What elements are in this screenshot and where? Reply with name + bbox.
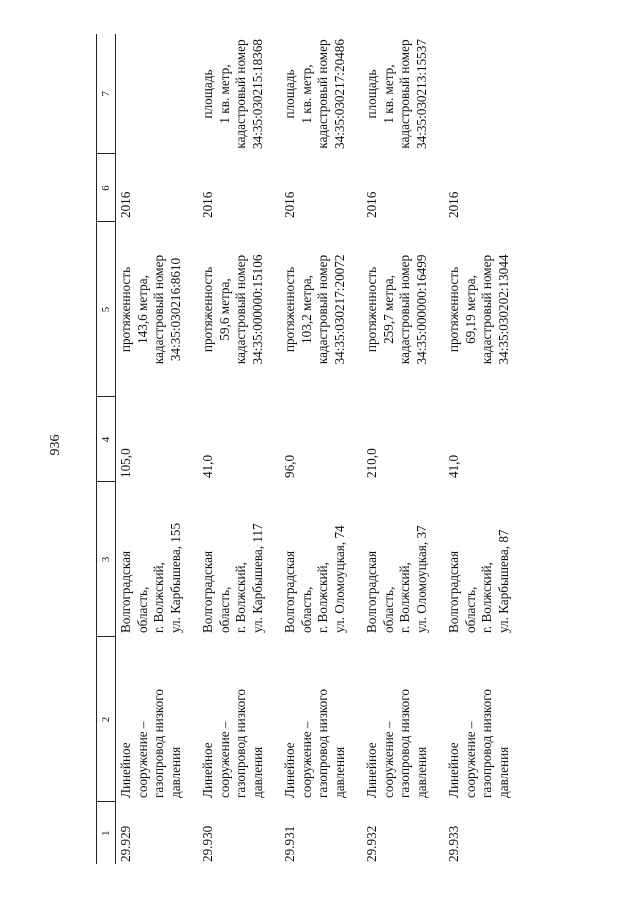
object-extra-line: 34:35:030215:18368 bbox=[249, 39, 265, 149]
row-id: 29.933 bbox=[446, 825, 461, 862]
object-name-line: газопровод низкого bbox=[397, 689, 413, 798]
object-name-line: газопровод низкого bbox=[315, 689, 331, 798]
object-address-line: ул. Карбышева, 155 bbox=[167, 522, 183, 633]
object-name-line: сооружение – bbox=[134, 721, 150, 798]
object-extra-line: кадастровый номер bbox=[233, 39, 249, 149]
object-address-line: ул. Карбышева, 87 bbox=[495, 529, 511, 633]
object-address-line: Волгоградская bbox=[282, 550, 297, 633]
object-address-line: ул. Карбышева, 117 bbox=[249, 523, 265, 633]
object-name-line: Линейное bbox=[446, 742, 461, 798]
object-extra-line: кадастровый номер bbox=[397, 39, 413, 149]
table-body bbox=[116, 34, 527, 864]
object-characteristics-line: кадастровый номер bbox=[151, 254, 167, 365]
object-value: 96,0 bbox=[282, 454, 297, 478]
object-characteristics-line: 34:35:000000:15106 bbox=[249, 254, 265, 365]
object-address bbox=[280, 482, 362, 637]
object-name-line: сооружение – bbox=[216, 721, 232, 798]
table-row bbox=[198, 34, 280, 864]
rotated-table-container bbox=[96, 34, 541, 864]
object-address-line: г. Волжский, bbox=[233, 562, 249, 633]
object-name-line: давления bbox=[495, 746, 511, 798]
table-row bbox=[116, 34, 199, 864]
object-address-line: ул. Оломоуцкая, 74 bbox=[331, 525, 347, 633]
object-year: 2016 bbox=[446, 191, 461, 218]
object-address-line: г. Волжский, bbox=[397, 562, 413, 633]
object-name-line: давления bbox=[249, 746, 265, 798]
table-row bbox=[444, 34, 526, 864]
object-extra-line: площадь bbox=[282, 69, 297, 119]
object-characteristics-line: 59,6 метра, bbox=[216, 278, 232, 341]
object-characteristics-line: протяженность bbox=[118, 266, 133, 353]
object-extra-line: 34:35:030213:15537 bbox=[413, 39, 429, 149]
object-value: 41,0 bbox=[200, 454, 215, 478]
object-extra bbox=[280, 34, 362, 154]
object-characteristics-line: кадастровый номер bbox=[315, 254, 331, 365]
object-extra-line: площадь bbox=[364, 69, 379, 119]
object-characteristics bbox=[198, 222, 280, 397]
object-name-line: Линейное bbox=[200, 742, 215, 798]
object-address-line: Волгоградская bbox=[200, 550, 215, 633]
object-extra-line: кадастровый номер bbox=[315, 39, 331, 149]
object-name-line: давления bbox=[331, 746, 347, 798]
object-address bbox=[116, 482, 199, 637]
object-characteristics-line: 34:35:000000:16499 bbox=[413, 254, 429, 365]
object-characteristics-line: 34:35:030202:13044 bbox=[495, 254, 511, 365]
page-number: 936 bbox=[48, 434, 63, 456]
object-characteristics-line: кадастровый номер bbox=[233, 254, 249, 365]
table-row bbox=[280, 34, 362, 864]
object-value: 41,0 bbox=[446, 454, 461, 478]
object-characteristics bbox=[444, 222, 526, 397]
object-name bbox=[198, 637, 280, 802]
object-characteristics-line: 143,6 метра, bbox=[134, 275, 150, 344]
object-name-line: давления bbox=[413, 746, 429, 798]
object-address-line: область, bbox=[298, 586, 314, 633]
object-year: 2016 bbox=[200, 191, 215, 218]
object-name-line: газопровод низкого bbox=[233, 689, 249, 798]
object-extra-line: площадь bbox=[200, 69, 215, 119]
object-name-line: сооружение – bbox=[380, 721, 396, 798]
object-extra bbox=[362, 34, 444, 154]
object-name-line: газопровод низкого bbox=[479, 689, 495, 798]
object-characteristics-line: кадастровый номер bbox=[397, 254, 413, 365]
object-address bbox=[444, 482, 526, 637]
object-extra bbox=[444, 34, 526, 154]
table-row bbox=[362, 34, 444, 864]
object-characteristics-line: протяженность bbox=[364, 266, 379, 353]
object-value: 210,0 bbox=[364, 448, 379, 478]
object-name bbox=[362, 637, 444, 802]
object-address-line: ул. Оломоуцкая, 37 bbox=[413, 525, 429, 633]
object-characteristics-line: 34:35:030216:8610 bbox=[167, 257, 183, 362]
object-address-line: область, bbox=[134, 586, 150, 633]
object-extra bbox=[198, 34, 280, 154]
column-header: 4 bbox=[97, 397, 116, 482]
object-extra-line: 1 кв. метр, bbox=[298, 64, 314, 124]
object-characteristics-line: протяженность bbox=[200, 266, 215, 353]
object-characteristics-line: протяженность bbox=[446, 266, 461, 353]
object-address bbox=[362, 482, 444, 637]
object-value: 105,0 bbox=[118, 448, 133, 478]
column-header: 7 bbox=[97, 34, 116, 154]
column-header: 3 bbox=[97, 482, 116, 637]
object-name-line: сооружение – bbox=[462, 721, 478, 798]
object-characteristics-line: 69,19 метра, bbox=[462, 275, 478, 344]
object-characteristics-line: протяженность bbox=[282, 266, 297, 353]
object-name bbox=[444, 637, 526, 802]
object-name-line: давления bbox=[167, 746, 183, 798]
object-year: 2016 bbox=[118, 191, 133, 218]
object-name-line: Линейное bbox=[364, 742, 379, 798]
object-address-line: область, bbox=[380, 586, 396, 633]
object-name-line: газопровод низкого bbox=[151, 689, 167, 798]
property-table bbox=[96, 34, 526, 864]
table-header bbox=[97, 34, 116, 864]
object-address-line: Волгоградская bbox=[118, 550, 133, 633]
object-address-line: г. Волжский, bbox=[151, 562, 167, 633]
object-address-line: область, bbox=[462, 586, 478, 633]
object-characteristics-line: 259,7 метра, bbox=[380, 275, 396, 344]
column-header: 1 bbox=[97, 802, 116, 864]
object-name bbox=[280, 637, 362, 802]
object-extra-line: 1 кв. метр, bbox=[216, 64, 232, 124]
column-header: 6 bbox=[97, 154, 116, 222]
object-name-line: Линейное bbox=[282, 742, 297, 798]
object-characteristics bbox=[280, 222, 362, 397]
object-name-line: сооружение – bbox=[298, 721, 314, 798]
object-characteristics-line: кадастровый номер bbox=[479, 254, 495, 365]
row-id: 29.932 bbox=[364, 825, 379, 862]
object-address-line: Волгоградская bbox=[446, 550, 461, 633]
object-name bbox=[116, 637, 199, 802]
object-year: 2016 bbox=[364, 191, 379, 218]
column-header: 5 bbox=[97, 222, 116, 397]
row-id: 29.929 bbox=[118, 825, 133, 862]
object-characteristics-line: 103,2 метра, bbox=[298, 275, 314, 344]
object-extra-line: 34:35:030217:20486 bbox=[331, 39, 347, 149]
object-characteristics bbox=[362, 222, 444, 397]
object-address-line: Волгоградская bbox=[364, 550, 379, 633]
column-header: 2 bbox=[97, 637, 116, 802]
object-address-line: область, bbox=[216, 586, 232, 633]
row-id: 29.930 bbox=[200, 825, 215, 862]
object-address-line: г. Волжский, bbox=[479, 562, 495, 633]
object-extra bbox=[116, 34, 199, 154]
object-characteristics bbox=[116, 222, 199, 397]
object-name-line: Линейное bbox=[118, 742, 133, 798]
object-year: 2016 bbox=[282, 191, 297, 218]
row-id: 29.931 bbox=[282, 825, 297, 862]
object-characteristics-line: 34:35:030217:20072 bbox=[331, 254, 347, 365]
object-address bbox=[198, 482, 280, 637]
object-address-line: г. Волжский, bbox=[315, 562, 331, 633]
object-extra-line: 1 кв. метр, bbox=[380, 64, 396, 124]
